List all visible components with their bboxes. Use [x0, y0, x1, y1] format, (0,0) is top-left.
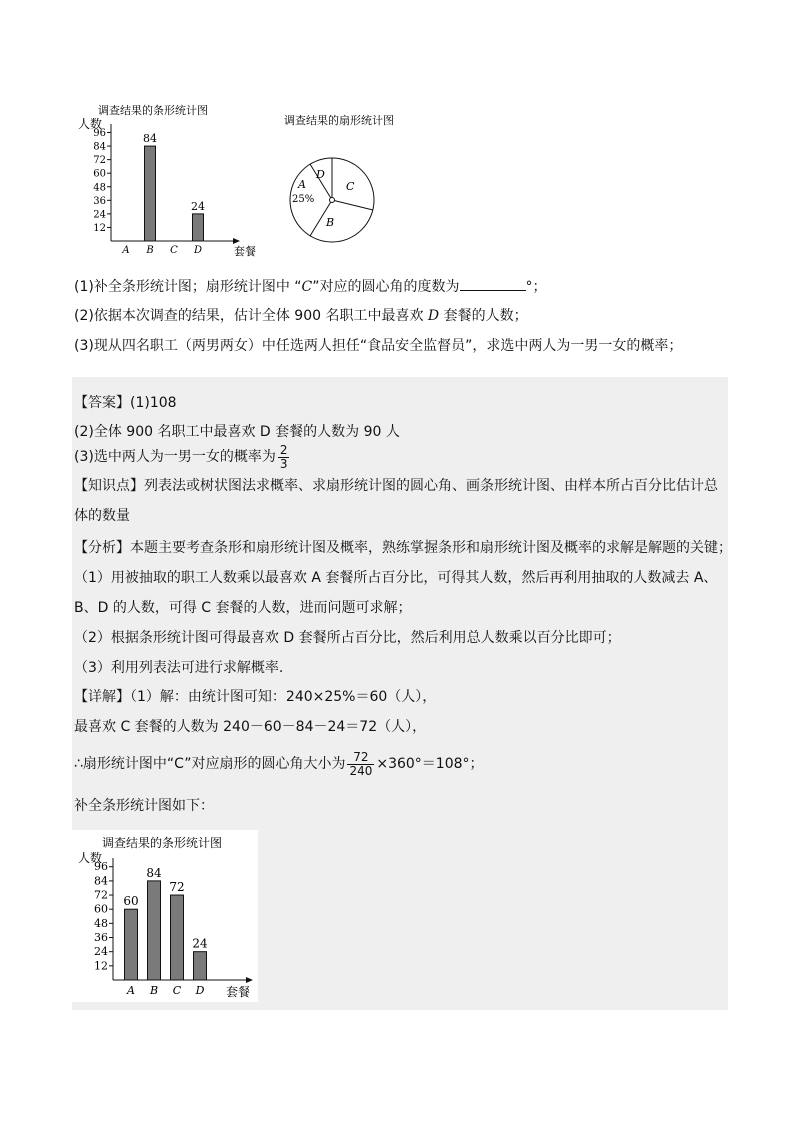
category-label-c: C	[170, 245, 178, 256]
category-label-b: B	[146, 245, 154, 256]
analysis-line-3: B、D 的人数，可得 C 套餐的人数，进而问题可求解；	[74, 600, 412, 616]
bar-value-label-b: 84	[146, 865, 162, 880]
bar-chart-original	[76, 100, 266, 260]
pie-label-c: C	[346, 180, 355, 193]
bar-d	[194, 952, 207, 980]
bar-d	[193, 214, 204, 241]
y-tick-label: 96	[94, 860, 108, 874]
chart-title: 调查结果的条形统计图	[102, 836, 223, 850]
category-label-d: D	[195, 984, 205, 997]
question-3: (3)现从四名职工（两男两女）中任选两人担任“食品安全监督员”，求选中两人为一男一女的概率；	[74, 338, 683, 354]
y-tick-label: 12	[94, 959, 108, 973]
y-tick-label: 84	[94, 874, 108, 888]
answer-line-1: 【答案】(1)108	[74, 395, 177, 411]
category-label-a: A	[122, 245, 130, 256]
category-label-d: D	[193, 245, 203, 256]
bar-value-label-b: 84	[143, 132, 157, 146]
category-label-b: B	[149, 984, 159, 997]
pie-chart	[280, 112, 420, 257]
probability-fraction: $\frac{2}{3}$	[279, 442, 288, 471]
y-tick-label: 48	[94, 916, 108, 930]
category-label-c: C	[172, 984, 182, 997]
x-axis-arrow	[246, 977, 253, 983]
bar-b	[145, 146, 156, 241]
detail-line-4: 补全条形统计图如下：	[74, 798, 214, 814]
bar-value-label-d: 24	[192, 936, 208, 951]
analysis-line-2: （1）用被抽取的职工人数乘以最喜欢 A 套餐所占百分比，可得其人数，然后再利用抽取的人数减去 A、	[74, 570, 718, 586]
angle-fraction: $\frac{72}{240}$	[349, 749, 373, 778]
bar-a	[125, 909, 138, 980]
bar-b	[148, 881, 161, 980]
knowledge-line-2: 体的数量	[74, 508, 130, 524]
bar-c	[171, 895, 184, 980]
pie-center	[330, 198, 335, 203]
y-tick-label: 36	[94, 931, 108, 945]
detail-line-1: 【详解】（1）解：由统计图可知：240×25%＝60（人），	[74, 689, 437, 705]
chart-title: 调查结果的条形统计图	[98, 104, 208, 117]
y-tick-label: 96	[93, 128, 106, 140]
x-axis-label: 套餐	[234, 245, 256, 258]
bar-value-label-a: 60	[123, 894, 139, 909]
answer-line-3: (3)选中两人为一男一女的概率为 $\frac{2}{3}$	[74, 442, 288, 471]
bar-chart-completed	[76, 834, 262, 1002]
analysis-line-4: （2）根据条形统计图可得最喜欢 D 套餐所占百分比，然后利用总人数乘以百分比即可；	[74, 630, 621, 646]
answer-blank	[460, 276, 526, 291]
y-tick-label: 36	[93, 195, 106, 207]
bar-value-label-d: 24	[191, 199, 205, 213]
y-tick-label: 72	[93, 155, 106, 167]
y-tick-label: 24	[94, 945, 108, 959]
y-axis-label: 人数	[78, 851, 103, 865]
pie-label-b: B	[326, 216, 335, 229]
y-tick-label: 12	[93, 222, 106, 234]
question-1: (1)补全条形统计图；扇形统计图中 “C”对应的圆心角的度数为 °；	[74, 276, 547, 297]
y-tick-label: 60	[94, 902, 108, 916]
detail-line-3: ∴扇形统计图中“C”对应扇形的圆心角大小为 $\frac{72}{240}$ ×360°＝108°；	[74, 749, 484, 778]
detail-line-2: 最喜欢 C 套餐的人数为 240－60－84－24＝72（人），	[74, 719, 427, 735]
y-tick-label: 60	[93, 168, 106, 180]
pie-label-a: A	[298, 178, 306, 191]
answer-line-2: (2)全体 900 名职工中最喜欢 D 套餐的人数为 90 人	[74, 424, 400, 440]
pie-label-a-percent: 25%	[292, 194, 315, 205]
x-axis-arrow	[233, 238, 240, 244]
x-axis-label: 套餐	[226, 985, 251, 999]
question-2: (2)依据本次调查的结果，估计全体 900 名职工中最喜欢 D 套餐的人数；	[74, 308, 528, 324]
y-tick-label: 48	[93, 182, 106, 194]
y-tick-label: 24	[93, 209, 106, 221]
y-tick-label: 84	[93, 141, 106, 153]
analysis-line-1: 【分析】本题主要考查条形和扇形统计图及概率，熟练掌握条形和扇形统计图及概率的求解是解题的关键；	[74, 540, 732, 556]
y-axis-label: 人数	[78, 117, 103, 131]
y-tick-label: 72	[94, 888, 108, 902]
bar-value-label-c: 72	[169, 880, 185, 895]
analysis-line-5: （3）利用列表法可进行求解概率.	[74, 660, 284, 676]
category-label-a: A	[127, 984, 135, 997]
knowledge-line-1: 【知识点】列表法或树状图法求概率、求扇形统计图的圆心角、画条形统计图、由样本所占百分比估计总	[74, 478, 718, 494]
pie-title: 调查结果的扇形统计图	[284, 114, 394, 127]
pie-label-d: D	[316, 168, 325, 181]
